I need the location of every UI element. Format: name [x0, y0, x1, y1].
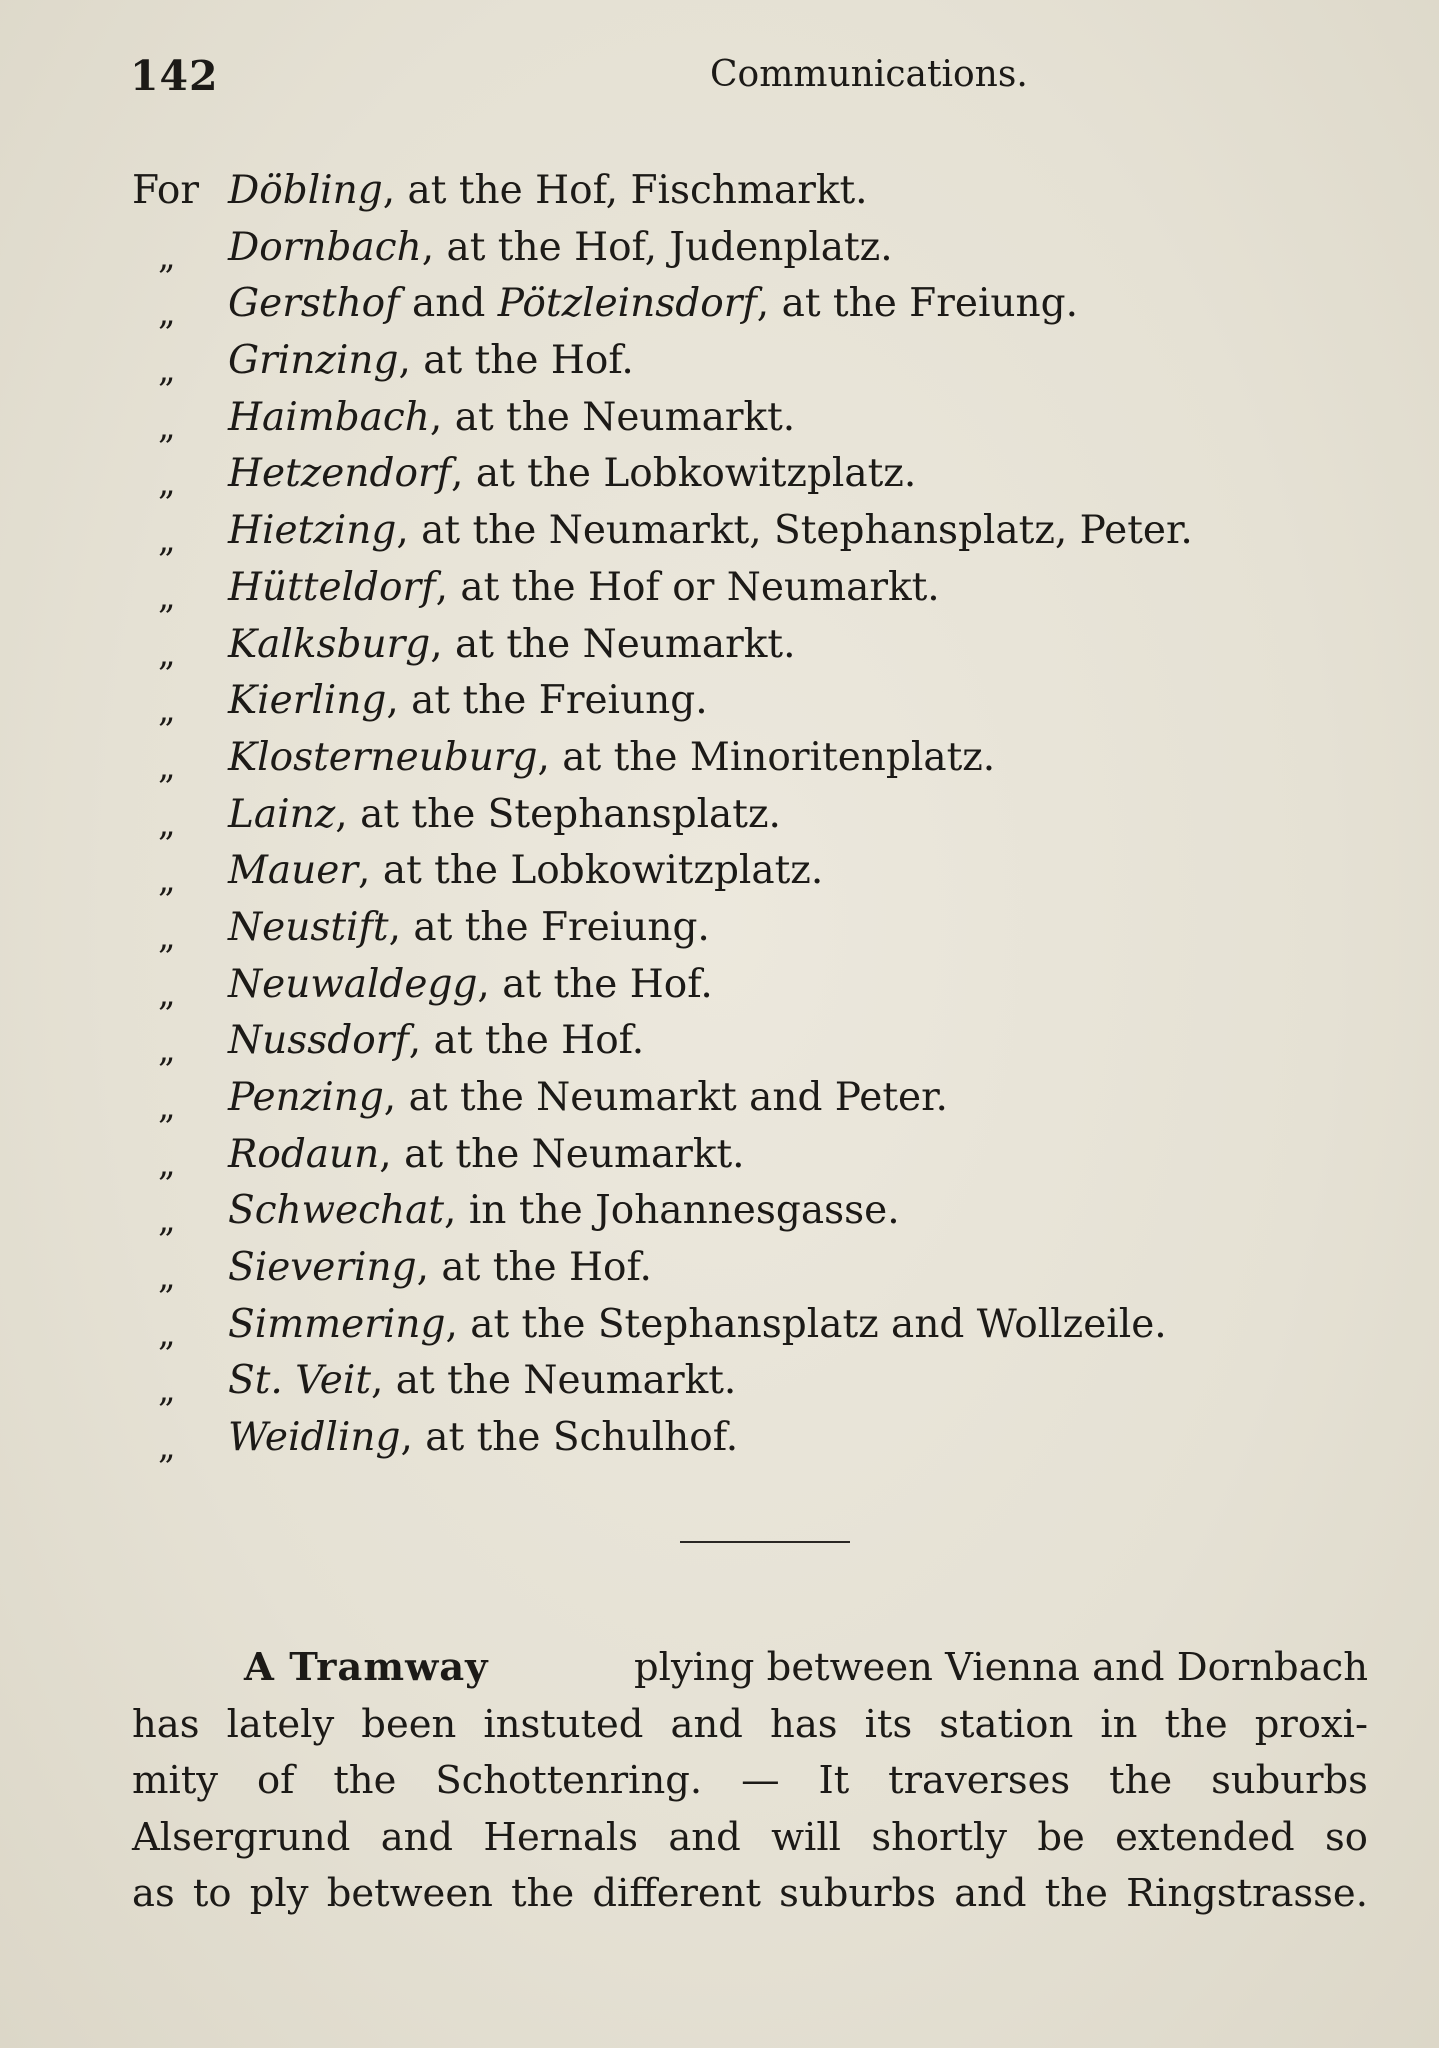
station-location: , at the Hof.	[398, 338, 634, 384]
station-location: , in the Johannesgasse.	[444, 1188, 900, 1234]
page-header	[130, 52, 1360, 112]
paragraph-word: shortly	[871, 1814, 1007, 1860]
list-item	[132, 787, 1362, 844]
place-name: Simmering	[228, 1301, 446, 1347]
paragraph-word: of	[256, 1758, 295, 1803]
ditto-mark: „	[158, 916, 176, 957]
ditto-mark: „	[158, 1370, 176, 1411]
paragraph-word: station	[939, 1701, 1074, 1747]
ditto-mark: „	[158, 293, 176, 334]
entry-lead: For	[132, 168, 200, 213]
list-item	[132, 560, 1362, 617]
paragraph-word: mity	[132, 1758, 219, 1803]
list-item	[132, 220, 1362, 277]
station-location: , at the Hof.	[408, 1018, 645, 1064]
ditto-mark: „	[158, 1313, 176, 1354]
running-head: Communications.	[710, 54, 1028, 95]
paragraph-word: as	[132, 1871, 175, 1916]
station-location: , at the Freiung.	[388, 904, 710, 950]
paragraph-word: the	[333, 1758, 397, 1803]
list-item	[132, 957, 1362, 1014]
paragraph-word: and	[668, 1814, 741, 1860]
tramway-paragraph	[132, 1640, 1368, 1923]
ditto-mark: „	[158, 860, 176, 901]
paragraph-word: Schottenring.	[435, 1758, 703, 1803]
paragraph-word: in	[1100, 1701, 1138, 1747]
ditto-mark: „	[158, 973, 176, 1014]
paragraph-word: to	[192, 1871, 232, 1916]
place-name: Döbling	[228, 168, 383, 213]
paragraph-word: instuted	[483, 1701, 644, 1747]
station-location: , at the Lobkowitzplatz.	[358, 848, 824, 894]
paragraph-word: lately	[226, 1701, 335, 1747]
list-item	[132, 1070, 1362, 1127]
station-location: , at the Hof.	[416, 1245, 652, 1291]
list-item	[132, 390, 1362, 447]
place-name: Gersthof	[228, 281, 400, 327]
station-location: , at the Hof or Neumarkt.	[435, 564, 940, 610]
list-item	[132, 276, 1362, 333]
place-name: Schwechat	[228, 1188, 445, 1234]
list-item	[132, 617, 1362, 674]
list-item	[132, 1127, 1362, 1184]
ditto-mark: „	[158, 633, 176, 674]
station-location: , at the Neumarkt.	[429, 394, 796, 440]
paragraph-line	[132, 1753, 1368, 1810]
paragraph-text: plying between Vienna and Dornbach	[633, 1645, 1368, 1690]
ditto-mark: „	[158, 236, 176, 277]
place-name: Klosterneuburg	[228, 734, 538, 780]
place-name: Grinzing	[228, 338, 399, 384]
paragraph-word: ply	[249, 1871, 309, 1916]
paragraph-word: so	[1325, 1814, 1368, 1860]
place-name: Neustift	[228, 904, 389, 950]
paragraph-line	[132, 1697, 1368, 1754]
ditto-mark: „	[158, 690, 176, 731]
place-name: Hetzendorf	[228, 451, 452, 497]
place-name-secondary: Pötzleinsdorf	[497, 281, 757, 327]
paragraph-word: Hernals	[483, 1814, 639, 1860]
station-location: , at the Lobkowitzplatz.	[451, 451, 917, 497]
station-location: , at the Schulhof.	[400, 1415, 739, 1461]
place-name: Penzing	[228, 1075, 384, 1120]
place-name: Rodaun	[228, 1131, 380, 1177]
paragraph-text	[132, 1697, 1368, 1754]
paragraph-word: between	[326, 1871, 493, 1916]
ditto-mark: „	[158, 463, 176, 504]
ditto-mark: „	[158, 520, 176, 561]
paragraph-word: the	[1044, 1871, 1108, 1916]
paragraph-text	[132, 1810, 1368, 1867]
station-location-secondary: , at the Freiung.	[756, 281, 1079, 327]
paragraph-word: been	[361, 1701, 457, 1747]
place-name: Neuwaldegg	[228, 961, 478, 1007]
place-name: Mauer	[228, 848, 359, 894]
place-name: Lainz	[228, 791, 336, 837]
paragraph-word: —	[741, 1758, 780, 1803]
paragraph-word: the	[1109, 1758, 1173, 1803]
list-item	[132, 163, 1362, 220]
list-item	[132, 1297, 1362, 1354]
paragraph-word: It	[818, 1758, 850, 1803]
paragraph-word: has	[770, 1701, 838, 1747]
paragraph-word: suburbs	[779, 1871, 936, 1916]
ditto-mark: „	[158, 746, 176, 787]
ditto-mark: „	[158, 803, 176, 844]
ditto-mark: „	[158, 576, 176, 617]
list-item	[132, 1240, 1362, 1297]
ditto-mark: „	[158, 350, 176, 391]
station-location: , at the Minoritenplatz.	[537, 734, 996, 780]
page-number: 142	[130, 52, 219, 100]
list-item	[132, 673, 1362, 730]
list-item	[132, 1353, 1362, 1410]
paragraph-word: Ringstrasse.	[1126, 1871, 1368, 1916]
list-item	[132, 730, 1362, 787]
section-divider	[680, 1541, 850, 1543]
paragraph-text	[132, 1866, 1368, 1923]
paragraph-line	[132, 1866, 1368, 1923]
station-list	[132, 163, 1362, 1467]
paragraph-word: and	[954, 1871, 1027, 1916]
station-location: , at the Neumarkt.	[379, 1131, 745, 1177]
paragraph-word: suburbs	[1211, 1758, 1368, 1803]
ditto-mark: „	[158, 1087, 176, 1127]
station-location: , at the Hof, Fischmarkt.	[382, 168, 868, 213]
paragraph-word: the	[1164, 1701, 1228, 1747]
ditto-mark: „	[158, 1427, 176, 1468]
paragraph-word: be	[1037, 1814, 1085, 1860]
station-location: , at the Hof, Judenplatz.	[421, 224, 893, 270]
station-location: , at the Hof.	[477, 961, 713, 1007]
paragraph-word: proxi-	[1254, 1701, 1368, 1747]
place-name: Kalksburg	[228, 621, 431, 667]
paragraph-line	[132, 1810, 1368, 1867]
ditto-mark: „	[158, 1030, 176, 1071]
paragraph-text	[132, 1753, 1368, 1810]
station-location: , at the Neumarkt, Stephansplatz, Peter.	[396, 508, 1193, 554]
ditto-mark: „	[158, 1257, 176, 1298]
list-item	[132, 900, 1362, 957]
paragraph-word: different	[592, 1871, 761, 1916]
list-item	[132, 1013, 1362, 1070]
list-item	[132, 843, 1362, 900]
paragraph-line	[132, 1640, 1368, 1697]
place-name: Weidling	[228, 1415, 401, 1461]
station-location: , at the Neumarkt and Peter.	[383, 1075, 948, 1120]
place-name: Hietzing	[228, 508, 397, 554]
paragraph-word: Alsergrund	[132, 1814, 351, 1860]
station-location: , at the Stephansplatz and Wollzeile.	[445, 1301, 1167, 1347]
paragraph-word: has	[132, 1701, 200, 1747]
place-name: Kierling	[228, 678, 387, 724]
list-item	[132, 446, 1362, 503]
paragraph-word: will	[771, 1814, 841, 1860]
station-location: , at the Stephansplatz.	[335, 791, 781, 837]
list-item	[132, 1410, 1362, 1467]
station-location: , at the Neumarkt.	[371, 1358, 737, 1404]
ditto-mark: „	[158, 1143, 176, 1184]
place-name: Sievering	[228, 1245, 417, 1291]
station-location: , at the Freiung.	[386, 678, 708, 724]
place-name: Nussdorf	[228, 1018, 409, 1064]
paragraph-word: its	[864, 1701, 913, 1747]
place-name: St. Veit	[228, 1358, 371, 1404]
paragraph-word: traverses	[888, 1758, 1071, 1803]
paragraph-word: extended	[1115, 1814, 1295, 1860]
station-location: and	[399, 281, 498, 327]
paragraph-word: and	[380, 1814, 454, 1860]
list-item	[132, 1183, 1362, 1240]
place-name: Haimbach	[228, 394, 430, 440]
ditto-mark: „	[158, 406, 176, 447]
list-item	[132, 503, 1362, 560]
list-item	[132, 333, 1362, 390]
place-name: Dornbach	[228, 224, 422, 270]
place-name: Hütteldorf	[228, 564, 436, 610]
paragraph-lead: A Tramway	[244, 1645, 489, 1690]
ditto-mark: „	[158, 1200, 176, 1241]
station-location: , at the Neumarkt.	[430, 621, 796, 667]
paragraph-word: and	[670, 1701, 743, 1747]
paragraph-word: the	[511, 1871, 575, 1916]
